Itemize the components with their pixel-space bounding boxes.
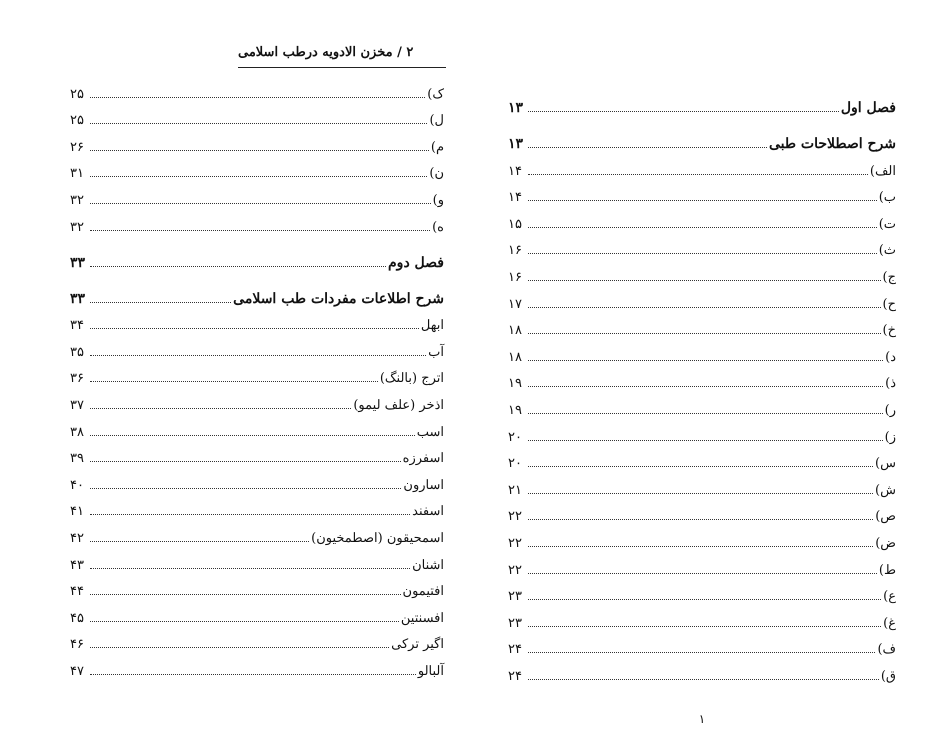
toc-entry <box>70 572 444 599</box>
toc-entry-title: ک) <box>427 86 444 102</box>
toc-heading <box>70 234 444 270</box>
toc-entry <box>508 364 896 391</box>
toc-entry-page: ۳۱ <box>70 166 84 182</box>
toc-entry-page: ۲۲ <box>508 562 522 578</box>
dot-leader <box>90 568 410 569</box>
toc-entry-title: فصل اول <box>840 100 896 116</box>
dot-leader <box>528 626 881 627</box>
toc-entry-title: اشنان <box>412 557 444 573</box>
toc-entry-page: ۱۳ <box>508 100 524 116</box>
toc-entry <box>508 311 896 338</box>
toc-entry-title: ب) <box>878 190 896 206</box>
toc-entry-title: ض) <box>875 535 896 551</box>
toc-entry-title: ق) <box>880 668 896 684</box>
toc-entry-page: ۱۵ <box>508 216 522 232</box>
dot-leader <box>528 200 877 201</box>
toc-entry-page: ۳۳ <box>70 290 86 307</box>
toc-entry <box>508 444 896 471</box>
toc-entry-page: ۱۹ <box>508 402 522 418</box>
dot-leader <box>90 674 416 675</box>
dot-leader <box>90 435 415 436</box>
toc-entry <box>508 257 896 284</box>
dot-leader <box>90 230 430 231</box>
toc-entry-title: ط) <box>878 562 896 578</box>
toc-entry-title: آلبالو <box>417 663 444 679</box>
toc-column-right <box>508 79 896 683</box>
toc-entry <box>508 497 896 524</box>
toc-entry <box>70 651 444 678</box>
toc-entry-title: ابهل <box>420 318 444 334</box>
toc-entry-title: ر) <box>884 402 896 418</box>
toc-entry-title: غ) <box>883 615 896 631</box>
dot-leader <box>528 360 883 361</box>
toc-entry-page: ۱۷ <box>508 296 522 312</box>
toc-entry-page: ۲۵ <box>70 113 84 129</box>
toc-entry-title: افسنتین <box>400 610 444 626</box>
dot-leader <box>90 488 401 489</box>
toc-entry-title: اگیر ترکی <box>391 637 444 653</box>
toc-entry-page: ۳۹ <box>70 451 84 467</box>
toc-entry-title: اسمحیقون (اصطمخیون) <box>311 530 444 546</box>
toc-entry-title: اترج (بالنگ) <box>379 371 444 387</box>
dot-leader <box>528 333 881 334</box>
toc-entry-title: ش) <box>875 482 896 498</box>
toc-entry <box>70 127 444 154</box>
toc-entry-title: ج) <box>882 269 896 285</box>
dot-leader <box>90 594 401 595</box>
toc-heading <box>70 270 444 306</box>
toc-entry-title: ف) <box>877 642 896 658</box>
dot-leader <box>528 386 883 387</box>
toc-entry-title: د) <box>885 349 896 365</box>
toc-entry-title: م) <box>430 139 444 155</box>
toc-entry-page: ۴۱ <box>70 504 84 520</box>
dot-leader <box>90 150 429 151</box>
toc-entry <box>70 412 444 439</box>
toc-entry-page: ۱۹ <box>508 376 522 392</box>
dot-leader <box>528 573 877 574</box>
toc-entry-page: ۴۰ <box>70 477 84 493</box>
toc-entry-page: ۲۱ <box>508 482 522 498</box>
toc-entry-page: ۳۳ <box>70 254 86 271</box>
dot-leader <box>528 652 875 653</box>
toc-entry-title: اسارون <box>403 477 444 493</box>
toc-entry-page: ۱۶ <box>508 269 522 285</box>
dot-leader <box>528 493 873 494</box>
toc-column-left <box>70 74 444 678</box>
dot-leader <box>90 621 399 622</box>
toc-entry-page: ۲۰ <box>508 429 522 445</box>
toc-entry-title: آب <box>428 344 444 360</box>
dot-leader <box>528 466 873 467</box>
toc-entry-title: افتیمون <box>402 584 444 600</box>
toc-entry <box>508 204 896 231</box>
toc-entry <box>70 439 444 466</box>
toc-entry <box>508 178 896 205</box>
dot-leader <box>528 227 877 228</box>
toc-entry-title: ل) <box>429 113 444 129</box>
dot-leader <box>90 541 309 542</box>
toc-entry <box>508 470 896 497</box>
toc-entry-title: شرح اطلاعات مفردات طب اسلامی <box>233 290 444 307</box>
dot-leader <box>528 519 873 520</box>
toc-entry-title: و) <box>432 192 444 208</box>
toc-entry <box>508 337 896 364</box>
toc-entry <box>70 385 444 412</box>
toc-entry-title: اسفرزه <box>402 451 444 467</box>
toc-entry-page: ۱۳ <box>508 136 524 152</box>
dot-leader <box>90 328 419 329</box>
dot-leader <box>90 408 351 409</box>
toc-entry-title: اسب <box>416 424 444 440</box>
toc-entry-page: ۲۴ <box>508 668 522 684</box>
toc-entry-page: ۲۶ <box>70 139 84 155</box>
toc-entry-title: اسفند <box>412 504 444 520</box>
toc-entry <box>508 550 896 577</box>
toc-entry-page: ۱۴ <box>508 190 522 206</box>
toc-entry-page: ۲۲ <box>508 509 522 525</box>
toc-entry-page: ۲۳ <box>508 615 522 631</box>
toc-entry <box>508 390 896 417</box>
toc-entry-title: ن) <box>429 166 444 182</box>
toc-entry-page: ۴۶ <box>70 637 84 653</box>
toc-entry-page: ۴۲ <box>70 530 84 546</box>
dot-leader <box>528 440 883 441</box>
toc-entry <box>70 154 444 181</box>
toc-entry-title: اذخر (علف لیمو) <box>353 397 444 413</box>
dot-leader <box>90 302 231 303</box>
dot-leader <box>528 111 839 112</box>
toc-entry-title: خ) <box>882 323 896 339</box>
toc-entry <box>70 545 444 572</box>
toc-entry-page: ۳۷ <box>70 397 84 413</box>
toc-entry-page: ۲۳ <box>508 589 522 605</box>
dot-leader <box>90 381 378 382</box>
toc-entry-page: ۱۸ <box>508 323 522 339</box>
toc-entry-page: ۱۶ <box>508 243 522 259</box>
toc-entry-title: فصل دوم <box>388 254 444 271</box>
toc-entry-page: ۳۵ <box>70 344 84 360</box>
toc-entry <box>70 180 444 207</box>
toc-entry-page: ۳۸ <box>70 424 84 440</box>
dot-leader <box>528 307 881 308</box>
toc-entry-page: ۴۵ <box>70 610 84 626</box>
dot-leader <box>528 174 868 175</box>
dot-leader <box>528 546 873 547</box>
dot-leader <box>90 647 389 648</box>
dot-leader <box>528 147 767 148</box>
toc-entry-page: ۱۴ <box>508 163 522 179</box>
toc-entry-page: ۳۲ <box>70 219 84 235</box>
toc-entry-page: ۲۲ <box>508 535 522 551</box>
dot-leader <box>528 253 877 254</box>
dot-leader <box>90 266 386 267</box>
toc-entry-title: شرح اصطلاحات طبی <box>769 136 896 152</box>
toc-entry-title: س) <box>875 456 896 472</box>
toc-entry <box>70 207 444 234</box>
toc-entry <box>70 74 444 101</box>
toc-entry <box>70 625 444 652</box>
running-header-text: ۲ / مخزن الادویه درطب اسلامی <box>238 45 414 60</box>
toc-entry <box>508 603 896 630</box>
dot-leader <box>528 280 881 281</box>
toc-entry <box>70 598 444 625</box>
toc-entry <box>508 417 896 444</box>
toc-entry-page: ۳۶ <box>70 371 84 387</box>
dot-leader <box>528 413 883 414</box>
toc-entry-page: ۱۸ <box>508 349 522 365</box>
toc-entry-title: ص) <box>875 509 896 525</box>
toc-entry <box>508 231 896 258</box>
toc-entry <box>508 523 896 550</box>
running-header <box>238 38 446 68</box>
toc-entry <box>508 151 896 178</box>
toc-entry <box>70 465 444 492</box>
dot-leader <box>528 599 881 600</box>
dot-leader <box>90 355 426 356</box>
toc-entry-page: ۴۴ <box>70 584 84 600</box>
page-number: ۱ <box>698 712 706 726</box>
toc-entry <box>70 518 444 545</box>
toc-entry-title: ذ) <box>885 376 896 392</box>
dot-leader <box>90 203 431 204</box>
dot-leader <box>528 679 879 680</box>
toc-entry-title: الف) <box>869 163 896 179</box>
toc-entry-page: ۴۷ <box>70 663 84 679</box>
toc-entry-title: ز) <box>884 429 896 445</box>
toc-entry <box>508 630 896 657</box>
toc-entry <box>70 492 444 519</box>
toc-entry-title: ث) <box>878 243 896 259</box>
toc-entry-page: ۲۵ <box>70 86 84 102</box>
toc-entry-title: ت) <box>878 216 896 232</box>
dot-leader <box>90 123 427 124</box>
toc-entry <box>508 284 896 311</box>
toc-entry-page: ۴۳ <box>70 557 84 573</box>
toc-entry-title: ح) <box>882 296 896 312</box>
toc-entry-title: ه) <box>432 219 444 235</box>
toc-entry <box>70 359 444 386</box>
dot-leader <box>90 97 425 98</box>
toc-entry-page: ۳۲ <box>70 192 84 208</box>
toc-entry <box>508 656 896 683</box>
toc-entry <box>70 306 444 333</box>
dot-leader <box>90 461 401 462</box>
toc-entry-page: ۳۴ <box>70 318 84 334</box>
toc-heading <box>508 115 896 151</box>
toc-entry-page: ۲۴ <box>508 642 522 658</box>
toc-entry <box>508 577 896 604</box>
toc-entry <box>70 101 444 128</box>
dot-leader <box>90 514 410 515</box>
toc-heading <box>508 79 896 115</box>
toc-entry-title: ع) <box>883 589 896 605</box>
toc-entry-page: ۲۰ <box>508 456 522 472</box>
dot-leader <box>90 176 427 177</box>
toc-entry <box>70 332 444 359</box>
